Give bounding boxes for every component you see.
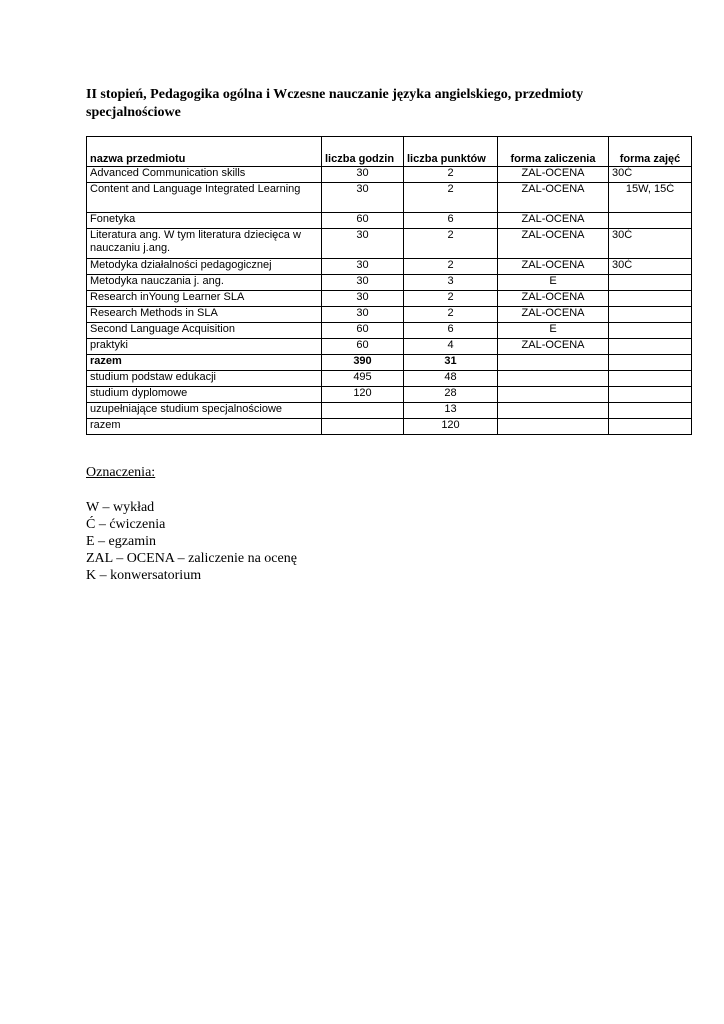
cell-points: 3: [404, 275, 498, 291]
table-row: [87, 229, 692, 259]
cell-name: Content and Language Integrated Learning: [87, 183, 322, 213]
cell-form: [609, 307, 692, 323]
cell-assessment: [498, 387, 609, 403]
legend-title: Oznaczenia:: [86, 465, 156, 480]
table-row: [87, 323, 692, 339]
cell-form: [609, 275, 692, 291]
cell-hours: 30: [322, 307, 404, 323]
cell-hours: 390: [322, 355, 404, 371]
legend: [86, 464, 297, 584]
cell-points: 120: [404, 419, 498, 435]
header-form: forma zajęć: [609, 137, 692, 167]
cell-form: 15W, 15Ć: [609, 183, 692, 213]
courses-table: [86, 136, 692, 435]
cell-name: Fonetyka: [87, 213, 322, 229]
table-row: [87, 419, 692, 435]
cell-name: Research inYoung Learner SLA: [87, 291, 322, 307]
table-row: [87, 167, 692, 183]
cell-points: 2: [404, 291, 498, 307]
cell-points: 2: [404, 307, 498, 323]
cell-form: [609, 419, 692, 435]
header-points: liczba punktów: [404, 137, 498, 167]
cell-hours: 30: [322, 275, 404, 291]
cell-name: Advanced Communication skills: [87, 167, 322, 183]
cell-points: 2: [404, 183, 498, 213]
cell-name: Metodyka działalności pedagogicznej: [87, 259, 322, 275]
cell-assessment: ZAL-OCENA: [498, 183, 609, 213]
header-hours: liczba godzin: [322, 137, 404, 167]
cell-form: [609, 403, 692, 419]
cell-hours: 495: [322, 371, 404, 387]
cell-form: [609, 371, 692, 387]
cell-points: 28: [404, 387, 498, 403]
cell-hours: [322, 419, 404, 435]
cell-assessment: ZAL-OCENA: [498, 339, 609, 355]
cell-points: 48: [404, 371, 498, 387]
cell-name: studium podstaw edukacji: [87, 371, 322, 387]
table-row: [87, 275, 692, 291]
legend-item: W – wykład: [86, 500, 155, 515]
cell-points: 13: [404, 403, 498, 419]
cell-assessment: E: [498, 275, 609, 291]
cell-name: razem: [87, 355, 322, 371]
table-row: [87, 259, 692, 275]
header-name: nazwa przedmiotu: [87, 137, 322, 167]
cell-hours: [322, 403, 404, 419]
cell-points: 2: [404, 259, 498, 275]
cell-points: 2: [404, 167, 498, 183]
cell-assessment: ZAL-OCENA: [498, 291, 609, 307]
cell-form: [609, 323, 692, 339]
cell-name: uzupełniające studium specjalnościowe: [87, 403, 322, 419]
cell-assessment: [498, 355, 609, 371]
cell-name: studium dyplomowe: [87, 387, 322, 403]
cell-assessment: ZAL-OCENA: [498, 167, 609, 183]
cell-name: Research Methods in SLA: [87, 307, 322, 323]
document-title: II stopień, Pedagogika ogólna i Wczesne nauczanie języka angielskiego, przedmioty specjalnościowe: [86, 87, 584, 120]
cell-hours: 30: [322, 167, 404, 183]
cell-form: [609, 355, 692, 371]
cell-form: 30Ć: [609, 229, 692, 259]
cell-points: 2: [404, 229, 498, 259]
cell-points: 31: [404, 355, 498, 371]
table-row: [87, 183, 692, 213]
cell-assessment: [498, 419, 609, 435]
table-row-total: [87, 355, 692, 371]
legend-item: Ć – ćwiczenia: [86, 517, 166, 532]
table-row: [87, 291, 692, 307]
table-row: [87, 387, 692, 403]
table-row: [87, 213, 692, 229]
legend-item: E – egzamin: [86, 534, 156, 549]
cell-assessment: ZAL-OCENA: [498, 213, 609, 229]
cell-hours: 60: [322, 339, 404, 355]
cell-form: [609, 387, 692, 403]
cell-assessment: ZAL-OCENA: [498, 259, 609, 275]
cell-hours: 60: [322, 323, 404, 339]
table-header-row: [87, 137, 692, 167]
cell-form: 30Ć: [609, 167, 692, 183]
cell-assessment: [498, 403, 609, 419]
legend-item: K – konwersatorium: [86, 568, 202, 583]
cell-hours: 120: [322, 387, 404, 403]
cell-points: 4: [404, 339, 498, 355]
cell-form: [609, 213, 692, 229]
table-row: [87, 371, 692, 387]
cell-name: razem: [87, 419, 322, 435]
table-row: [87, 403, 692, 419]
cell-hours: 30: [322, 229, 404, 259]
cell-name: Second Language Acquisition: [87, 323, 322, 339]
cell-form: [609, 291, 692, 307]
cell-points: 6: [404, 323, 498, 339]
legend-item: ZAL – OCENA – zaliczenie na ocenę: [86, 551, 297, 566]
cell-name: Literatura ang. W tym literatura dziecięca w nauczaniu j.ang.: [87, 229, 322, 259]
cell-assessment: ZAL-OCENA: [498, 307, 609, 323]
table-row: [87, 307, 692, 323]
cell-hours: 30: [322, 183, 404, 213]
cell-hours: 60: [322, 213, 404, 229]
cell-points: 6: [404, 213, 498, 229]
table-row: [87, 339, 692, 355]
cell-assessment: ZAL-OCENA: [498, 229, 609, 259]
cell-hours: 30: [322, 259, 404, 275]
cell-form: [609, 339, 692, 355]
header-assessment: forma zaliczenia: [498, 137, 609, 167]
cell-form: 30Ć: [609, 259, 692, 275]
cell-name: Metodyka nauczania j. ang.: [87, 275, 322, 291]
cell-hours: 30: [322, 291, 404, 307]
cell-name: praktyki: [87, 339, 322, 355]
cell-assessment: E: [498, 323, 609, 339]
table-body: [87, 167, 692, 435]
cell-assessment: [498, 371, 609, 387]
